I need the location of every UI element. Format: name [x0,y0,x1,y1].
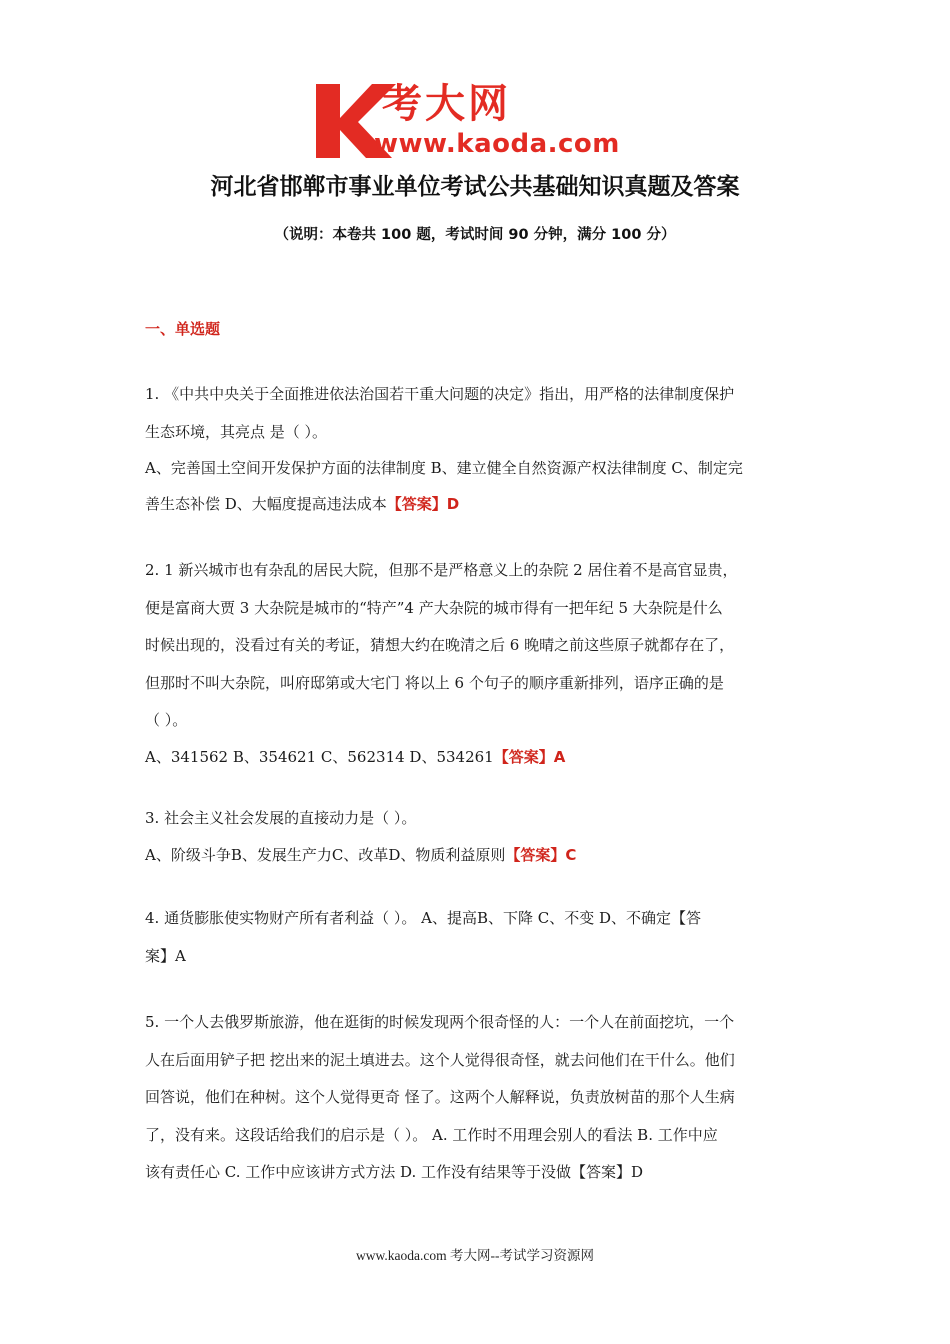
options-text: A、阶级斗争B、发展生产力C、改革D、物质利益原则 [145,845,506,864]
kaoda-logo [312,78,642,162]
question-1 [145,376,817,524]
question-3 [145,800,817,873]
question-text-line: 人在后面用铲子把 挖出来的泥土填进去。这个人觉得很奇怪，就去问他们在干什么。他们 [145,1050,735,1069]
question-text-line: 3. 社会主义社会发展的直接动力是（ ）。 [145,809,417,827]
options-line [145,486,817,524]
question-text-line: 该有责任心 C. 工作中应该讲方式方法 D. 工作没有结果等于没做【答案】D [145,1163,644,1181]
question-2 [145,552,817,775]
document-subtitle: （说明：本卷共 100 题，考试时间 90 分钟，满分 100 分） [274,227,676,243]
options-line [145,740,817,775]
section-heading: 一、单选题 [145,320,221,338]
document-title: 河北省邯郸市事业单位考试公共基础知识真题及答案 [210,174,740,200]
question-4 [145,900,817,975]
answer-label: 【答案】C [505,845,577,864]
options-line: A、完善国土空间开发保护方面的法律制度 B、建立健全自然资源产权法律制度 C、制定完 [145,459,743,477]
question-text-line: 但那时不叫大杂院，叫府邸第或大宅门 将以上 6 个句子的顺序重新排列，语序正确的是 [145,673,724,692]
answer-label: 【答案】A [493,747,566,766]
question-text-line: 5. 一个人去俄罗斯旅游，他在逛街的时候发现两个很奇怪的人：一个人在前面挖坑，一个 [145,1013,735,1031]
question-text-line: 4. 通货膨胀使实物财产所有者利益（ ）。 A、提高B、下降 C、不变 D、不确定【答 [145,909,702,927]
question-text-line: 案】A [145,946,186,965]
question-text-line: 便是富商大贾 3 大杂院是城市的“特产”4 产大杂院的城市得有一把年纪 5 大杂院是什么 [145,598,723,617]
question-5 [145,1004,817,1192]
options-text: 善生态补偿 D、大幅度提高违法成本 [145,495,387,513]
question-text-line: 时候出现的，没看过有关的考证，猜想大约在晚清之后 6 晚晴之前这些原子就都存在了， [145,636,735,654]
logo-brand-url: www.kaoda.com [374,129,620,159]
options-text: A、341562 B、354621 C、562314 D、534261 [145,747,494,766]
question-text-line: （ ）。 [145,711,188,729]
question-text-line: 2. 1 新兴城市也有杂乱的居民大院，但那不是严格意义上的杂院 2 居住着不是高官显贵， [145,561,738,579]
logo-brand-name: 考大网 [382,81,511,127]
question-text-line: 生态环境，其亮点 是（ ）。 [145,422,328,441]
options-line [145,838,817,873]
question-text-line: 1. 《中共中央关于全面推进依法治国若干重大问题的决定》指出，用严格的法律制度保护 [145,385,735,403]
question-text-line: 了，没有来。这段话给我们的启示是（ ）。 A. 工作时不用理会别人的看法 B. 工作中应 [145,1125,718,1144]
question-text-line: 回答说，他们在种树。这个人觉得更奇 怪了。这两个人解释说，负责放树苗的那个人生病 [145,1088,735,1106]
answer-label: 【答案】D [386,495,460,513]
page-footer: www.kaoda.com 考大网--考试学习资源网 [356,1248,594,1263]
